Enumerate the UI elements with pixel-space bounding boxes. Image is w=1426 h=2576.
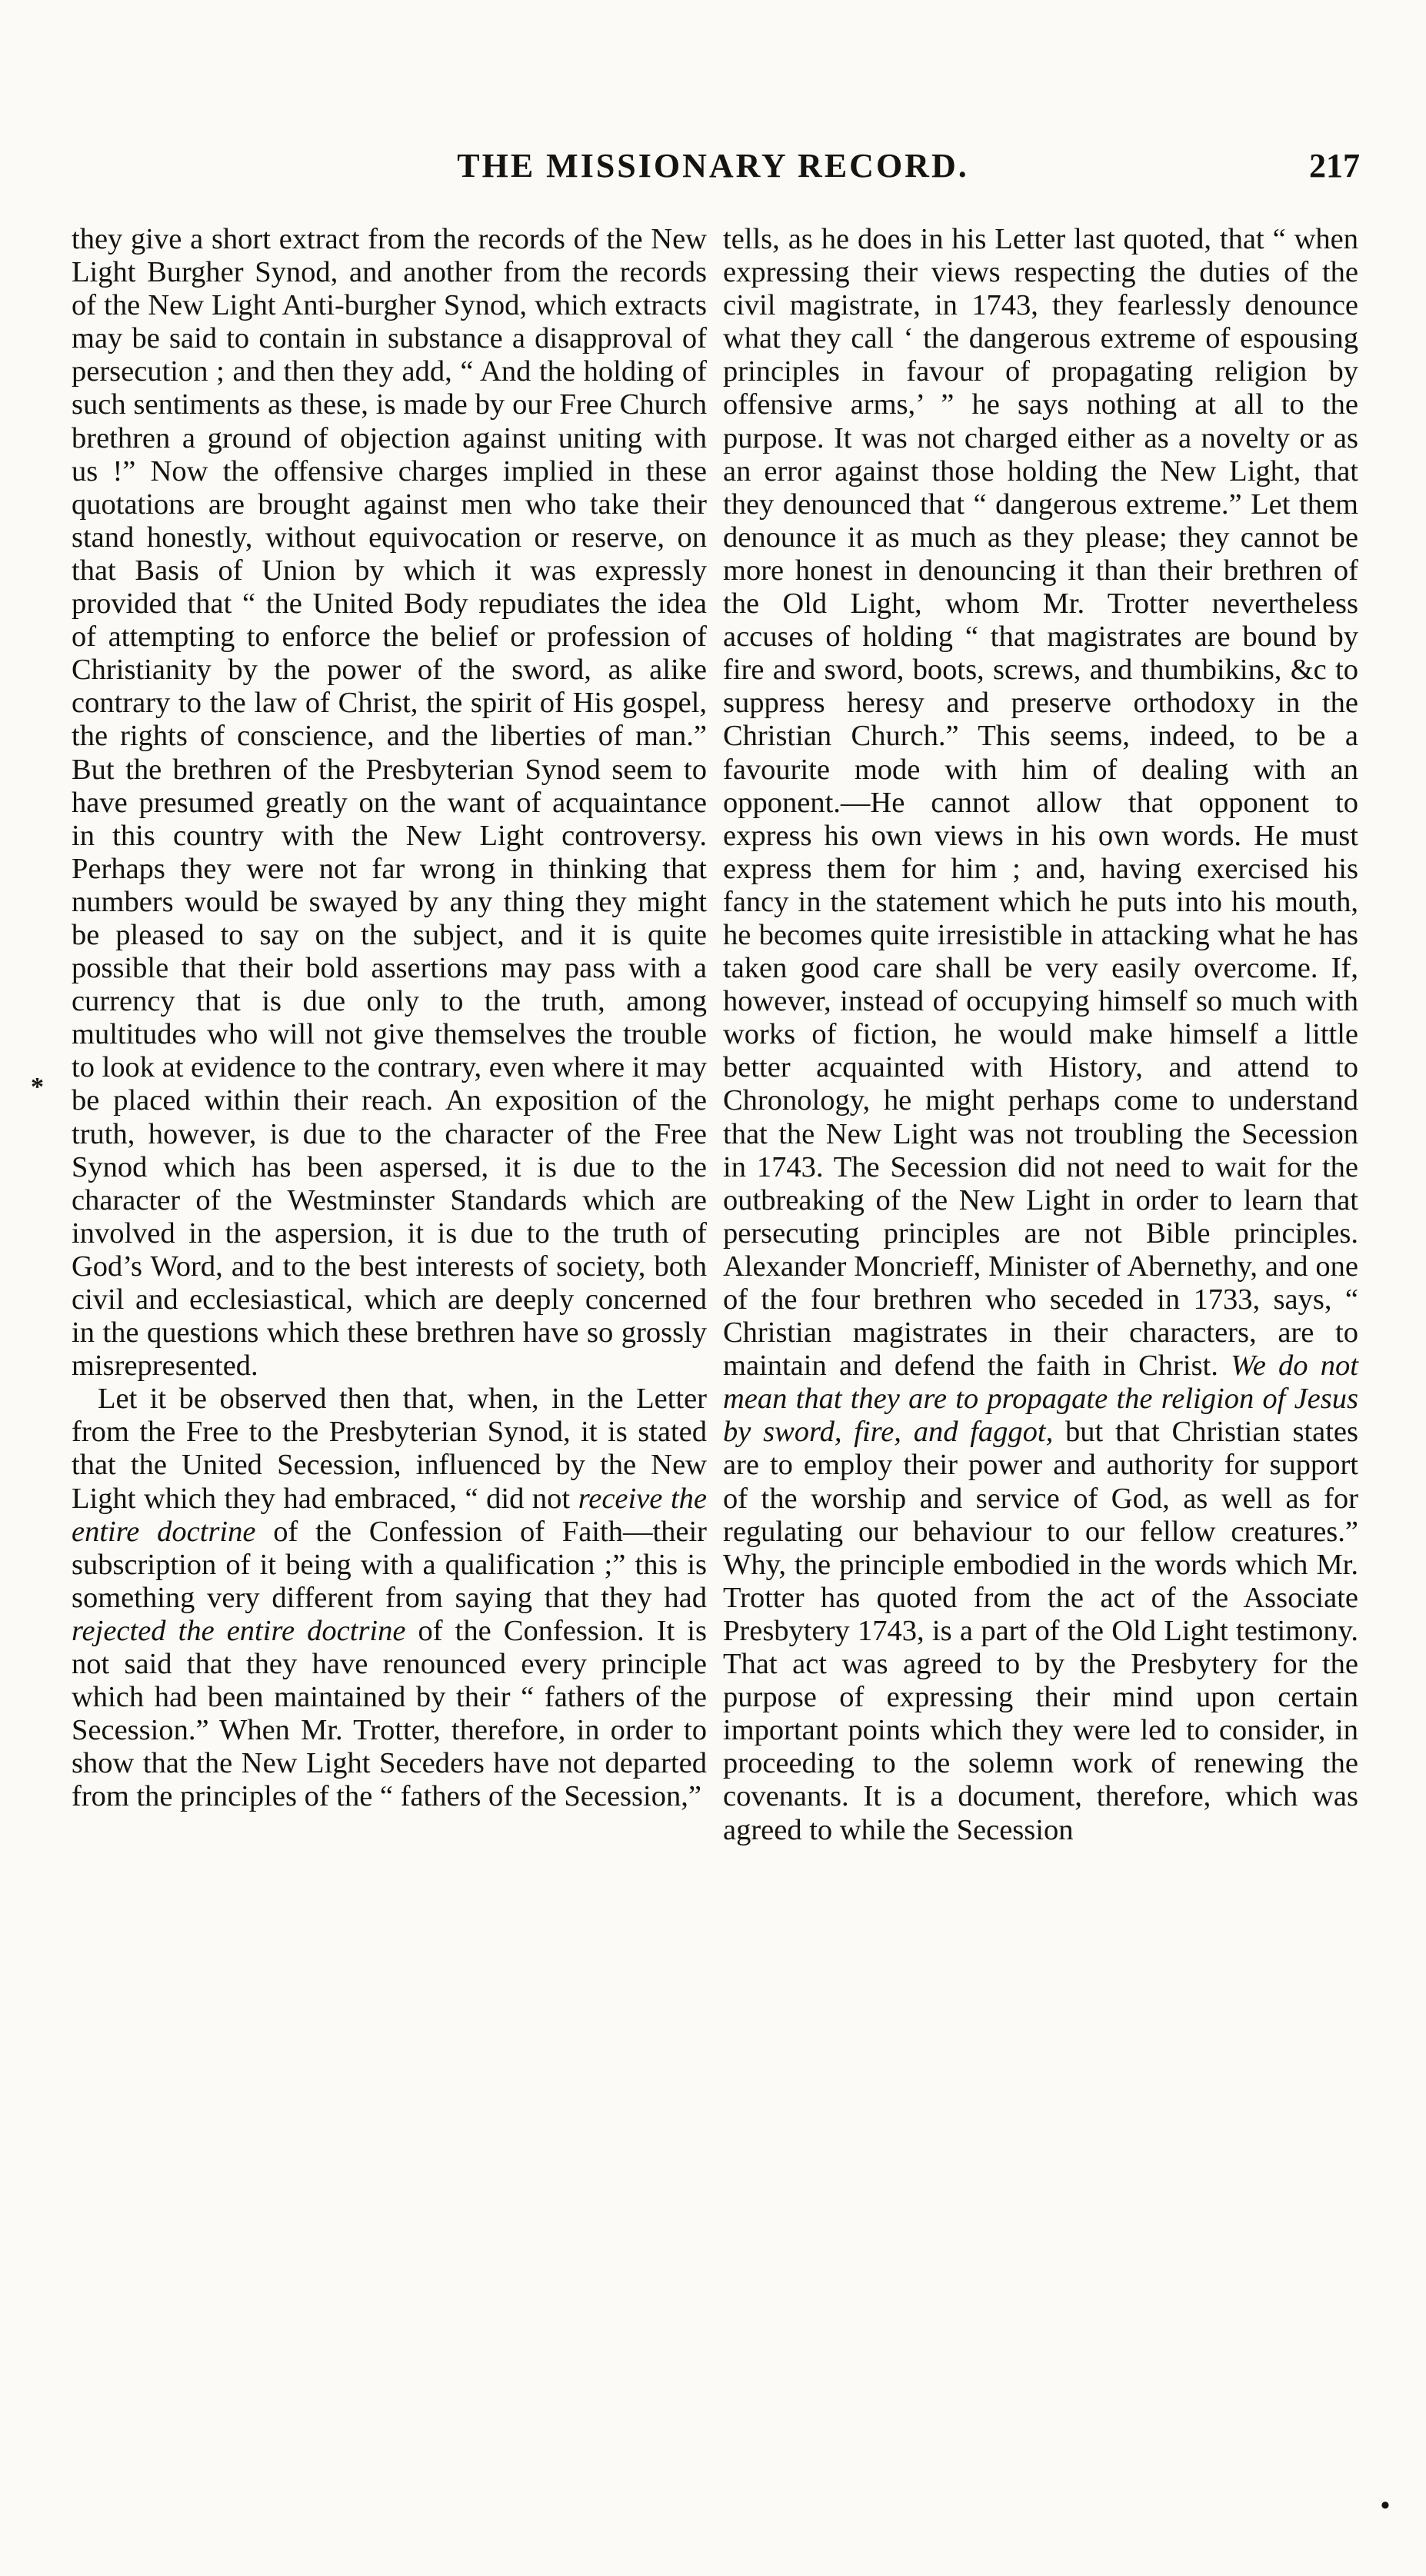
- italic-run: receive the entire doctrine: [72, 1482, 707, 1548]
- running-head: [0, 146, 1426, 200]
- text-run: Let it be observed then that, when, in the Letter from the Free to the Presbyterian Synod, it is stated that the United Secession, influenced by the New Light which they had embraced, “ did not: [72, 1383, 707, 1515]
- end-mark: •: [1381, 2491, 1390, 2520]
- italic-run: We do not mean that they are to propagate the religion of Jesus by sword, fire, and faggot,: [723, 1350, 1358, 1449]
- page-number: 217: [1309, 147, 1360, 185]
- italic-run: rejected the entire doctrine: [72, 1614, 406, 1647]
- text-run: they give a short extract from the records of the New Light Burgher Synod, and another from the records of the New Light Anti-burgher Synod, which extracts may be said to contain in substance a disapproval of persecution ; and then they add, “ And the holding of such sentiments as these, is made by our Free Church brethren a ground of objection against uniting with us !” Now the offensive charges implied in these quotations are brought against men who take their stand honestly, without equivocation or reserve, on that Basis of Union by which it was expressly provided that “ the United Body repudiates the idea of attempting to enforce the belief or profession of Christianity by the power of the sword, as alike contrary to the law of Christ, the spirit of His gospel, the rights of conscience, and the liberties of man.” But the brethren of the Presbyterian Synod seem to have presumed greatly on the want of acquaintance in this country with the New Light controversy. Perhaps they were not far wrong in thinking that numbers would be swayed by any thing they might be pleased to say on the subject, and it is quite possible that their bold assertions may pass with a currency that is due only to the truth, among multitudes who will not give themselves the trouble to look at evidence to the contrary, even where it may be placed within their reach. An exposition of the truth, however, is due to the character of the Free Synod which has been aspersed, it is due to the character of the Westminster Standards which are involved in the aspersion, it is due to the truth of God’s Word, and to the best interests of society, both civil and ecclesiastical, which are deeply concerned in the questions which these brethren have so grossly misrepresented.: [72, 223, 708, 1383]
- text-run: of the Confession of Faith—their subscription of it being with a qualification ;” this is something very different from saying that they had: [72, 1515, 707, 1614]
- text-run: of the Confession. It is not said that they have renounced every principle which had been maintained by their “ fathers of the Secession.” When Mr. Trotter, therefore, in order to show that the New Light Seceders have not departed from the principles of the “ fathers of the Secession,”: [72, 1614, 707, 1813]
- paragraph: [723, 223, 1358, 1847]
- text-run: tells, as he does in his Letter last quoted, that “ when expressing their views respecting the duties of the civil magistrate, in 1743, they fearlessly denounce what they call ‘ the dangerous extreme of espousing principles in favour of propagating religion by offensive arms,’ ” he says nothing at all to the purpose. It was not charged either as a novelty or as an error against those holding the New Light, that they denounced that “ dangerous extreme.” Let them denounce it as much as they please; they cannot be more honest in denouncing it than their brethren of the Old Light, whom Mr. Trotter nevertheless accuses of holding “ that magistrates are bound by fire and sword, boots, screws, and thumbikins, &c to suppress heresy and preserve orthodoxy in the Christian Church.” This seems, indeed, to be a favourite mode with him of dealing with an opponent.—He cannot allow that opponent to express his own views in his own words. He must express them for him ; and, having exercised his fancy in the statement which he puts into his mouth, he becomes quite irresistible in attacking what he has taken good care shall be very easily overcome. If, however, instead of occupying himself so much with works of fiction, he would make himself a little better acquainted with History, and attend to Chronology, he might perhaps come to understand that the New Light was not troubling the Secession in 1743. The Secession did not need to wait for the outbreaking of the New Light in order to learn that persecuting principles are not Bible principles. Alexander Moncrieff, Minister of Abernethy, and one of the four brethren who seceded in 1733, says, “ Christian magistrates in their characters, are to maintain and defend the faith in Christ.: [723, 223, 1358, 1383]
- paragraph: [72, 223, 707, 1383]
- margin-mark: *: [31, 1073, 44, 1101]
- right-column: [723, 223, 1358, 1847]
- left-column: [72, 223, 707, 1814]
- paragraph: [72, 1383, 707, 1813]
- text-run: but that Christian states are to employ their power and authority for support of the worship and service of God, as well as for regulating our behaviour to our fellow creatures.” Why, the principle embodied in the words which Mr. Trotter has quoted from the act of the Associate Presbytery 1743, is a part of the Old Light testimony. That act was agreed to by the Presbytery for the purpose of expressing their mind upon certain important points which they were led to consider, in proceeding to the solemn work of renewing the covenants. It is a document, therefore, which was agreed to while the Secession: [723, 1416, 1359, 1846]
- running-title: THE MISSIONARY RECORD.: [457, 147, 969, 185]
